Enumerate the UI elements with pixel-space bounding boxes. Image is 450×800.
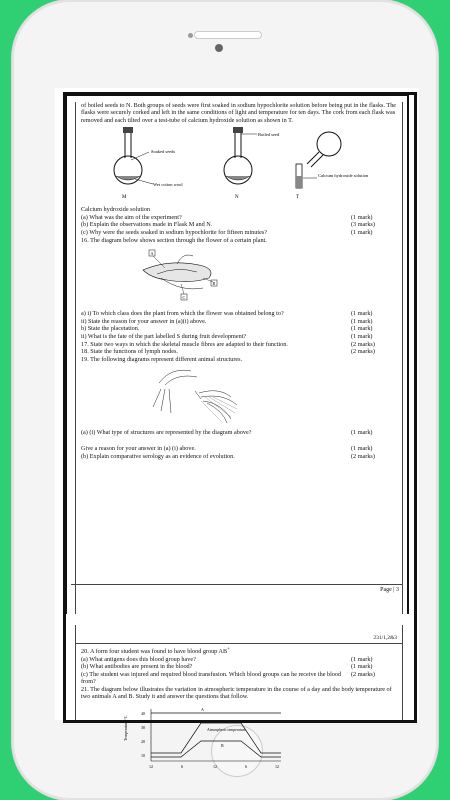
phone-frame — [12, 0, 438, 800]
q20b: (b) What antibodies are present in the blood? (1 mark) — [81, 663, 373, 671]
screen — [55, 88, 419, 769]
q15b: (b) Explain the observations made in Flask M and N. (3 marks) — [81, 221, 375, 229]
xtick-1: 6 — [181, 763, 183, 769]
label-soaked-seeds: Soaked seeds — [151, 149, 176, 155]
label-calcium-hydroxide: Calcium hydroxide solution — [318, 173, 369, 179]
figure-caption: Calcium hydroxide solution — [81, 206, 151, 214]
intro-paragraph: of boiled seeds to N. Both groups of seeds were first soaked in sodium hypochlorite solution before being put in the flasks. The flasks were securely corked and left in the same conditions of light and temperature for ten days. The cork from each flask was removed and each tilted over a test-tube of calcium hydroxide solution as shown in T. — [81, 102, 397, 124]
q16ai: a) i) To which class does the plant from which the flower was obtained belong to? (1 mark) — [81, 310, 373, 318]
q19b: (b) Explain comparative serology as an evidence of evolution. (2 marks) — [81, 452, 375, 460]
q16-text: 16. The diagram below shows section through the flower of a certain plant. — [81, 236, 267, 244]
screen-frame — [63, 92, 417, 723]
label-wet-cotton: Wet cotton wool — [153, 182, 183, 188]
xtick-2: 12 — [213, 763, 217, 769]
proximity-sensor — [188, 33, 193, 38]
front-camera — [215, 44, 223, 52]
page2-header: 231/1,2&3 — [373, 635, 397, 641]
label-n: N — [235, 195, 239, 201]
ytick-10: 10 — [141, 752, 145, 758]
earpiece-speaker — [194, 31, 262, 39]
ytick-20: 20 — [141, 738, 145, 744]
q18: 18. State the functions of lymph nodes. (2 marks) — [81, 348, 375, 356]
graph-ylabel: Temperature °C — [123, 715, 128, 741]
xtick-3: 6 — [245, 763, 247, 769]
xtick-4: 12 — [275, 763, 279, 769]
q15c: (c) Why were the seeds soaked in sodium hypochlorite for fifteen minutes? (1 mark) — [81, 229, 373, 236]
q16b: b) State the placetation. (1 mark) — [81, 325, 373, 333]
label-a: A — [201, 706, 204, 712]
label-boiled-seed: Boiled seed — [258, 132, 280, 138]
flower-label-a: A — [150, 251, 154, 257]
q17: 17. State two ways in which the skeletal muscle fibres are adapted to their function. (2 marks) — [81, 340, 375, 348]
label-t: T — [296, 195, 300, 201]
label-b: B — [221, 742, 224, 748]
q21-text: 21. The diagram below illustrates the variation in atmospheric temperature in the course of a day and the body temperature of two animals A and B. Study it and answer the questions that follow. — [81, 686, 392, 701]
ytick-30: 30 — [141, 724, 145, 730]
q20c: (c) The student was injured and required blood transfusion. Which blood groups can he receive the blood from? (2 marks) — [81, 670, 375, 686]
line-b — [151, 741, 281, 757]
flower-label-c: C — [182, 295, 186, 301]
page-number: Page | 3 — [380, 587, 399, 593]
q20a: (a) What antigens does this blood group have? (1 mark) — [81, 655, 373, 663]
label-atmospheric: Atmospheric temperature — [207, 727, 246, 732]
q19aii: Give a reason for your answer in (a) (i) above. (1 mark) — [81, 444, 373, 452]
q16bii: ii) What is the fate of the part labelled S during fruit development? (1 mark) — [81, 332, 373, 340]
q15a: (a) What was the aim of the experiment? (1 mark) — [81, 213, 373, 221]
xtick-0: 12 — [149, 763, 153, 769]
q19: 19. The following diagrams represent different animal structures. — [81, 355, 243, 363]
q19ai: (a) (i) What type of structures are represented by the diagram above? (1 mark) — [81, 429, 373, 437]
ytick-40: 40 — [141, 710, 145, 716]
label-m: M — [122, 195, 127, 201]
flower-label-b: B — [212, 281, 216, 287]
q20-text: 20. A form four student was found to have blood group AB+ — [81, 647, 230, 656]
q16aii: ii) State the reason for your answer in (a)(i) above. (1 mark) — [81, 317, 373, 325]
